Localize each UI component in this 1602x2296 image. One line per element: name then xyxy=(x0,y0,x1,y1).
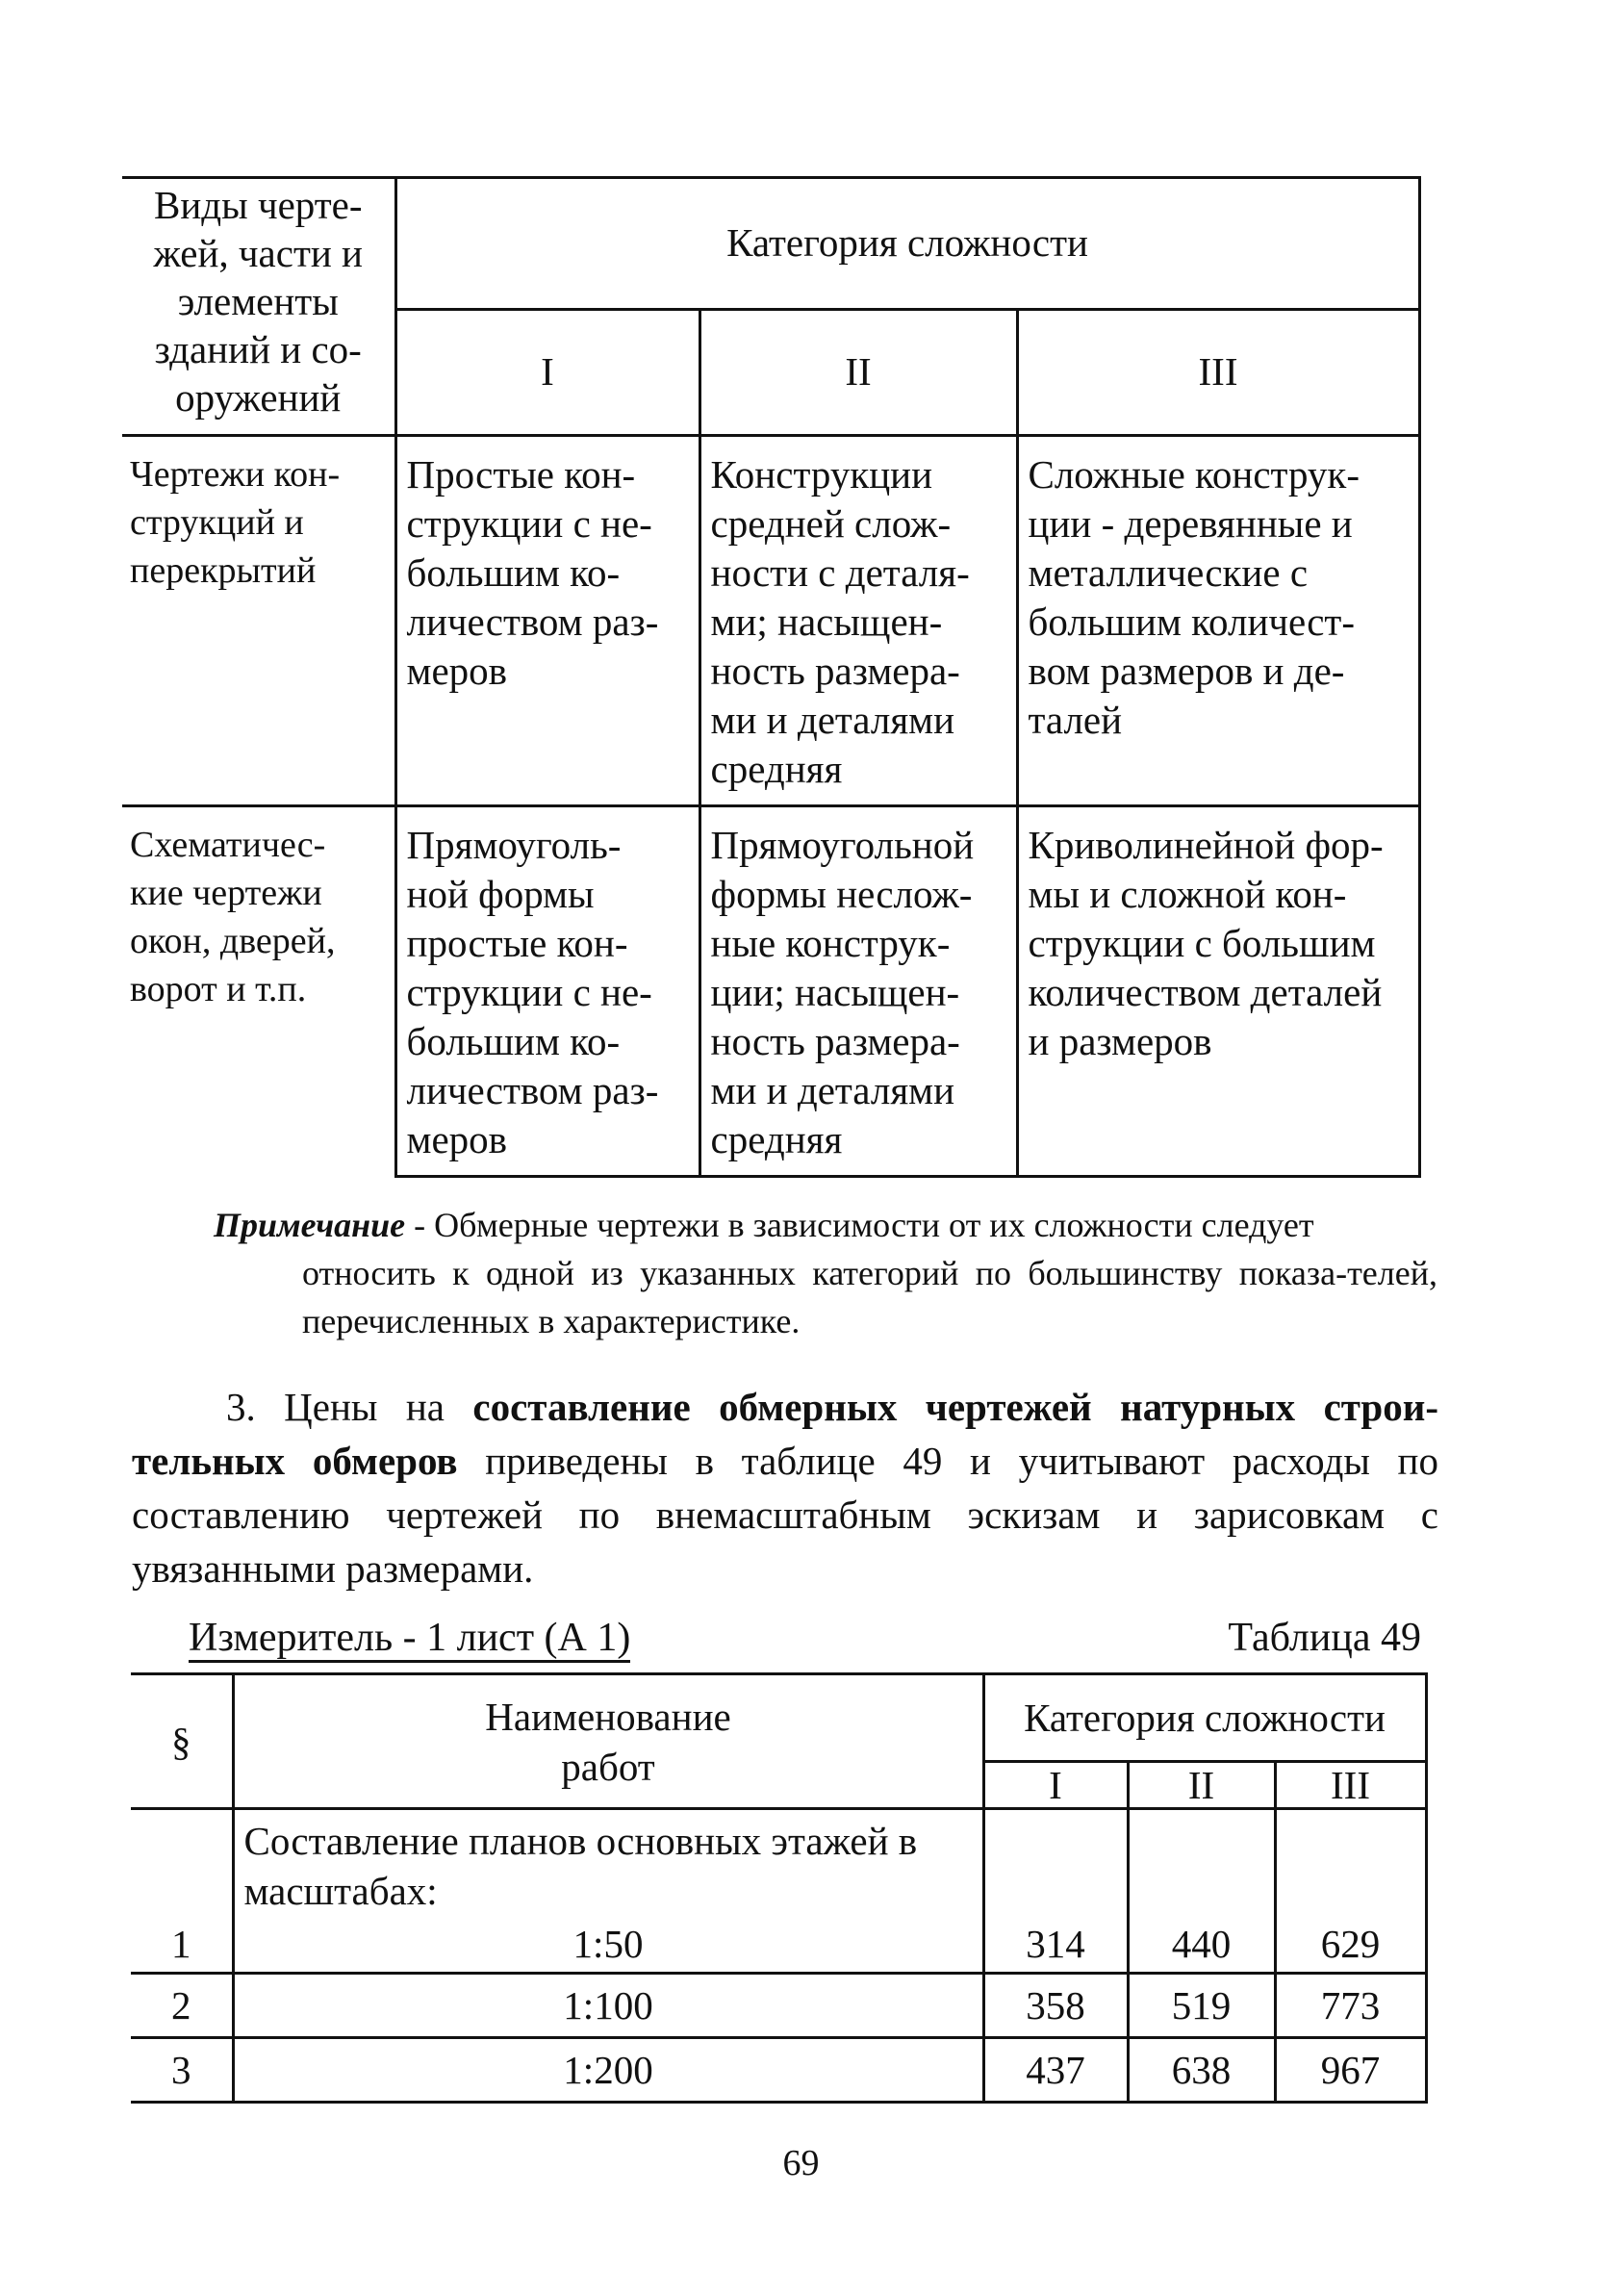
corner-header-cell xyxy=(122,178,395,436)
category-iii-header: III xyxy=(1275,1762,1426,1809)
cell-line: средняя xyxy=(710,747,843,791)
cell-line: количеством деталей xyxy=(1028,970,1383,1014)
table-cell xyxy=(699,806,1017,1177)
row-scale: 1:50 xyxy=(233,1916,983,1974)
row-value-iii: 773 xyxy=(1275,1974,1426,2038)
cell-line: простые кон- xyxy=(406,921,628,965)
row-number: 3 xyxy=(131,2038,233,2103)
table-cell xyxy=(1017,806,1419,1177)
cell-line: мы и сложной кон- xyxy=(1028,872,1347,916)
row-value-ii: 519 xyxy=(1128,1974,1275,2038)
paragraph-rest: приведены в таблице 49 и учитывают расходы по составлению чертежей по внемасштабным эскизам и зарисовкам с увязанными размерами. xyxy=(132,1439,1438,1591)
complexity-table xyxy=(122,176,1421,1178)
corner-header-line: зданий и со- xyxy=(154,327,362,371)
category-iii-header: III xyxy=(1017,310,1419,436)
cell-line: металлические с xyxy=(1028,550,1309,595)
cell-line: большим количест- xyxy=(1028,600,1355,644)
cell-line: ной формы xyxy=(406,872,595,916)
row-value-iii: 629 xyxy=(1275,1916,1426,1974)
cell-line: ность размера- xyxy=(710,1019,960,1063)
cell-line: талей xyxy=(1028,698,1123,742)
corner-header-line: жей, части и xyxy=(153,231,363,275)
table-cell xyxy=(395,436,699,806)
body-paragraph xyxy=(132,1380,1438,1595)
row-label-line: Чертежи кон- xyxy=(130,454,341,495)
category-header: Категория сложности xyxy=(395,178,1419,310)
table-row xyxy=(122,436,1419,806)
corner-header-line: Виды черте- xyxy=(154,183,363,227)
table-cell xyxy=(395,806,699,1177)
cell-line: большим ко- xyxy=(406,550,621,595)
section-spacer xyxy=(1275,1809,1426,1917)
row-label-cell xyxy=(122,436,395,806)
table-row xyxy=(122,806,1419,1177)
row-value-i: 314 xyxy=(983,1916,1128,1974)
category-i-header: I xyxy=(395,310,699,436)
table-row xyxy=(131,2038,1426,2103)
row-label-line: струкций и xyxy=(130,502,304,543)
cell-line: Простые кон- xyxy=(406,452,636,497)
paragraph-number: 3. Цены на xyxy=(226,1385,473,1429)
name-header-line: Наименование xyxy=(485,1694,731,1739)
cell-line: ции; насыщен- xyxy=(710,970,960,1014)
cell-line: личеством раз- xyxy=(406,1068,659,1112)
cell-line: формы неслож- xyxy=(710,872,973,916)
cell-line: струкции с не- xyxy=(406,970,652,1014)
cell-line: средней слож- xyxy=(710,501,952,546)
name-header xyxy=(233,1674,983,1809)
name-header-line: работ xyxy=(561,1744,655,1789)
row-label-line: ворот и т.п. xyxy=(130,969,307,1009)
section-spacer xyxy=(983,1809,1128,1917)
row-label-line: окон, дверей, xyxy=(130,921,336,961)
row-label-line: перекрытий xyxy=(130,550,317,591)
measure-text: Измеритель - 1 лист (А 1) xyxy=(189,1616,630,1663)
category-header: Категория сложности xyxy=(983,1674,1426,1762)
row-value-i: 358 xyxy=(983,1974,1128,2038)
row-label-line: Схематичес- xyxy=(130,825,326,865)
cell-line: ми; насыщен- xyxy=(710,600,943,644)
table-cell xyxy=(699,436,1017,806)
paragraph-bold: составление обмерных чертежей натурных строи-тельных обмеров xyxy=(132,1385,1438,1483)
row-number: 2 xyxy=(131,1974,233,2038)
table-row xyxy=(131,1916,1426,1974)
cell-line: ность размера- xyxy=(710,649,960,693)
table-number: Таблица 49 xyxy=(1228,1616,1421,1660)
cell-line: Прямоугольной xyxy=(710,823,975,867)
cell-line: Криволинейной фор- xyxy=(1028,823,1384,867)
row-value-ii: 440 xyxy=(1128,1916,1275,1974)
note-text-rest: относить к одной из указанных категорий по большинству показа-телей, перечисленных в характеристике. xyxy=(302,1254,1437,1340)
cell-line: струкции с не- xyxy=(406,501,652,546)
measure-caption xyxy=(189,1615,630,1661)
row-scale: 1:100 xyxy=(233,1974,983,2038)
note-text-first: - Обмерные чертежи в зависимости от их сложности следует xyxy=(405,1206,1314,1244)
row-label-cell xyxy=(122,806,395,1177)
cell-line: ные конструк- xyxy=(710,921,951,965)
cell-line: средняя xyxy=(710,1117,843,1161)
row-number: 1 xyxy=(131,1916,233,1974)
cell-line: ции - деревянные и xyxy=(1028,501,1353,546)
cell-line: ности с деталя- xyxy=(710,550,970,595)
cell-line: Сложные конструк- xyxy=(1028,452,1360,497)
note-label: Примечание xyxy=(214,1206,406,1244)
section-title: Составление планов основных этажей в масштабах: xyxy=(233,1809,983,1917)
corner-header-line: элементы xyxy=(177,279,339,323)
price-table xyxy=(131,1672,1428,2104)
cell-line: личеством раз- xyxy=(406,600,659,644)
category-i-header: I xyxy=(983,1762,1128,1809)
section-spacer xyxy=(131,1809,233,1917)
cell-line: и размеров xyxy=(1028,1019,1212,1063)
corner-header-line: оружений xyxy=(175,375,342,420)
cell-line: меров xyxy=(406,649,508,693)
row-value-ii: 638 xyxy=(1128,2038,1275,2103)
category-ii-header: II xyxy=(1128,1762,1275,1809)
cell-line: большим ко- xyxy=(406,1019,621,1063)
table-note xyxy=(214,1201,1437,1345)
section-header: § xyxy=(131,1674,233,1809)
cell-line: меров xyxy=(406,1117,508,1161)
category-ii-header: II xyxy=(699,310,1017,436)
table-cell xyxy=(1017,436,1419,806)
row-scale: 1:200 xyxy=(233,2038,983,2103)
cell-line: струкции с большим xyxy=(1028,921,1376,965)
cell-line: ми и деталями xyxy=(710,698,955,742)
cell-line: Конструкции xyxy=(710,452,933,497)
page-number: 69 xyxy=(782,2143,820,2183)
row-value-i: 437 xyxy=(983,2038,1128,2103)
row-value-iii: 967 xyxy=(1275,2038,1426,2103)
section-spacer xyxy=(1128,1809,1275,1917)
cell-line: вом размеров и де- xyxy=(1028,649,1345,693)
table-row xyxy=(131,1974,1426,2038)
row-label-line: кие чертежи xyxy=(130,873,322,913)
cell-line: ми и деталями xyxy=(710,1068,955,1112)
cell-line: Прямоуголь- xyxy=(406,823,622,867)
